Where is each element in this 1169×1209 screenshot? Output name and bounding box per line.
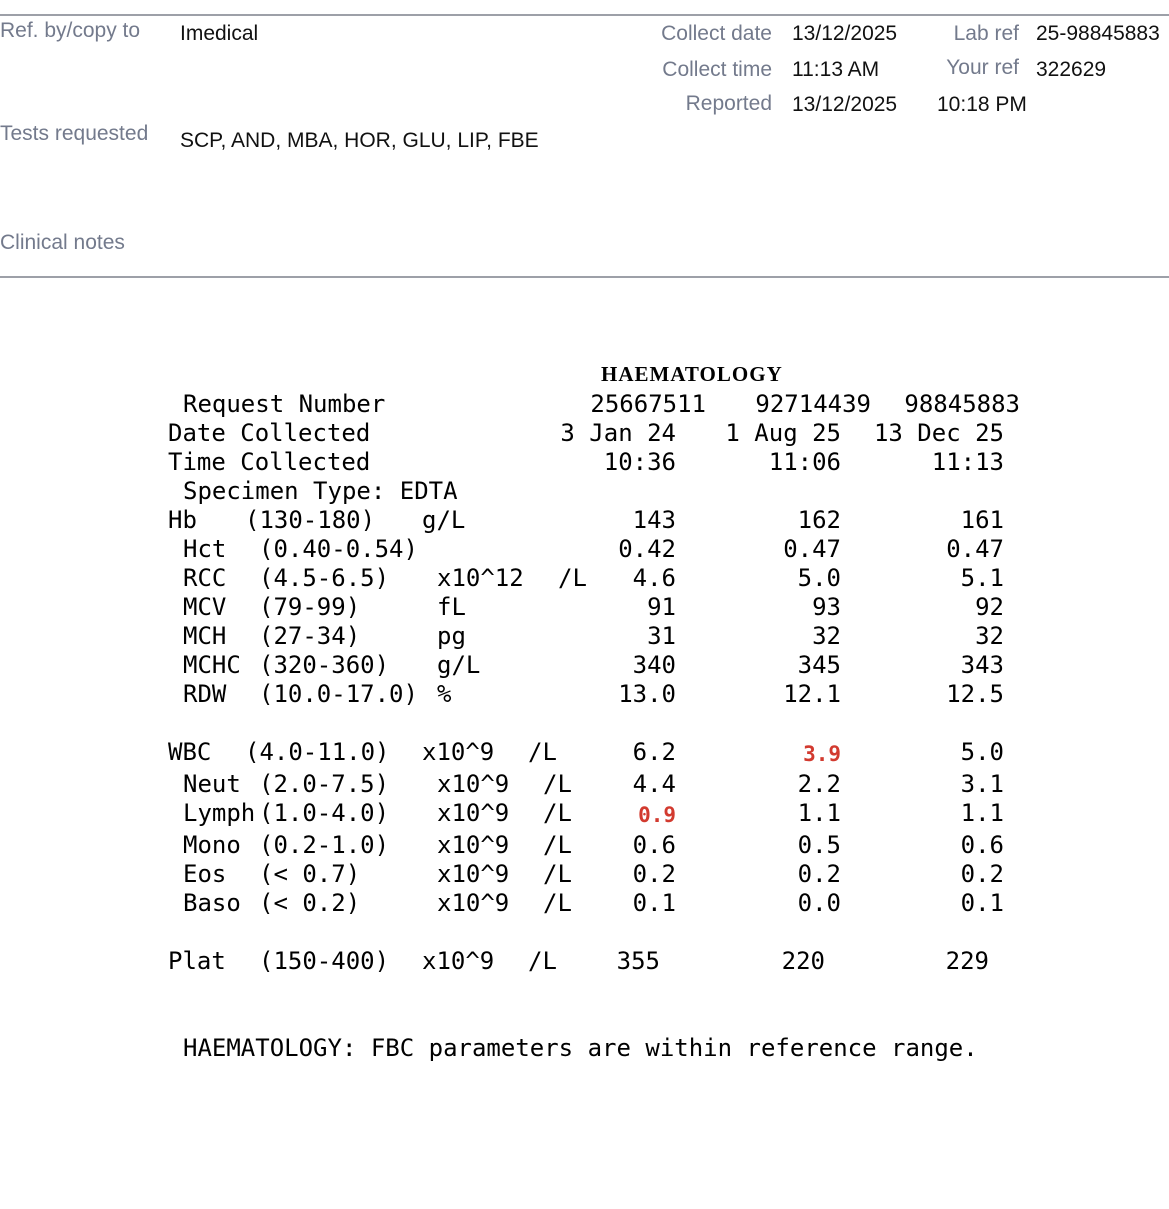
result-mcv-1: 91 (647, 593, 676, 621)
report-comment: HAEMATOLOGY: FBC parameters are within reference range. (183, 1034, 978, 1062)
test-name-plat: Plat (168, 947, 226, 975)
result-wbc-3: 5.0 (960, 738, 1004, 766)
unit-per-plat: /L (528, 947, 557, 975)
ref-label: Ref. by/copy to (0, 19, 141, 42)
result-eos-1: 0.2 (632, 860, 676, 888)
test-name-mch: MCH (183, 622, 227, 650)
result-hct-1: 0.42 (618, 535, 676, 563)
unit-eos: x10^9 (437, 860, 510, 888)
date-collected-label: Date Collected (168, 419, 371, 447)
unit-per-lymph: /L (543, 799, 572, 827)
result-plat-2: 220 (781, 947, 825, 975)
reference-range-mch: (27-34) (259, 622, 361, 650)
result-baso-3: 0.1 (960, 889, 1004, 917)
test-name-mcv: MCV (183, 593, 227, 621)
unit-per-rcc: /L (558, 564, 587, 592)
clinical-notes-label: Clinical notes (0, 231, 125, 254)
result-mono-1: 0.6 (632, 831, 676, 859)
result-baso-2: 0.0 (797, 889, 841, 917)
result-baso-1: 0.1 (632, 889, 676, 917)
unit-mcv: fL (437, 593, 466, 621)
reference-range-wbc: (4.0-11.0) (245, 738, 390, 766)
unit-per-mono: /L (543, 831, 572, 859)
time-collected-2: 11:06 (768, 448, 841, 476)
ref-value: Imedical (180, 22, 259, 45)
result-rcc-1: 4.6 (632, 564, 676, 592)
unit-per-wbc: /L (528, 738, 557, 766)
date-collected-2: 1 Aug 25 (725, 419, 841, 447)
request-number-label: Request Number (183, 390, 386, 418)
unit-rcc: x10^12 (437, 564, 524, 592)
result-mono-2: 0.5 (797, 831, 841, 859)
reference-range-eos: (< 0.7) (259, 860, 361, 888)
result-rdw-2: 12.1 (783, 680, 841, 708)
result-neut-2: 2.2 (797, 770, 841, 798)
result-plat-3: 229 (945, 947, 989, 975)
specimen-type: Specimen Type: EDTA (183, 477, 458, 505)
reference-range-neut: (2.0-7.5) (259, 770, 390, 798)
tests-label: Tests requested (0, 122, 149, 145)
result-hb-3: 161 (960, 506, 1004, 534)
unit-per-eos: /L (543, 860, 572, 888)
reference-range-hct: (0.40-0.54) (259, 535, 418, 563)
date-collected-1: 3 Jan 24 (560, 419, 676, 447)
result-mch-2: 32 (812, 622, 841, 650)
your-ref-value: 322629 (1036, 58, 1107, 81)
request-number-3: 98845883 (904, 390, 1020, 418)
unit-mchc: g/L (437, 651, 481, 679)
reference-range-rdw: (10.0-17.0) (259, 680, 418, 708)
date-collected-3: 13 Dec 25 (873, 419, 1004, 447)
test-name-mchc: MCHC (183, 651, 241, 679)
test-name-baso: Baso (183, 889, 241, 917)
result-rcc-2: 5.0 (797, 564, 841, 592)
result-mcv-2: 93 (812, 593, 841, 621)
test-name-mono: Mono (183, 831, 241, 859)
result-wbc-2: 3.9 (803, 742, 841, 766)
test-name-eos: Eos (183, 860, 227, 888)
result-mono-3: 0.6 (960, 831, 1004, 859)
reference-range-mcv: (79-99) (259, 593, 361, 621)
result-rdw-3: 12.5 (946, 680, 1004, 708)
test-name-neut: Neut (183, 770, 241, 798)
unit-per-neut: /L (543, 770, 572, 798)
reference-range-mono: (0.2-1.0) (259, 831, 390, 859)
top-rule (0, 14, 1169, 16)
result-rcc-3: 5.1 (960, 564, 1004, 592)
reported-date: 13/12/2025 (792, 93, 898, 116)
reference-range-lymph: (1.0-4.0) (259, 799, 390, 827)
result-neut-3: 3.1 (960, 770, 1004, 798)
collect-time-label: Collect time (662, 58, 772, 81)
lab-ref-value: 25-98845883 (1036, 22, 1160, 45)
collect-time-value: 11:13 AM (792, 58, 880, 81)
time-collected-1: 10:36 (603, 448, 676, 476)
result-lymph-3: 1.1 (960, 799, 1004, 827)
reported-time: 10:18 PM (937, 93, 1027, 116)
unit-wbc: x10^9 (422, 738, 495, 766)
collect-date-label: Collect date (661, 22, 772, 45)
result-mchc-3: 343 (960, 651, 1004, 679)
unit-plat: x10^9 (422, 947, 495, 975)
section-title: HAEMATOLOGY (601, 362, 783, 386)
reference-range-plat: (150-400) (259, 947, 390, 975)
lab-ref-label: Lab ref (953, 22, 1019, 45)
reference-range-mchc: (320-360) (259, 651, 390, 679)
result-eos-2: 0.2 (797, 860, 841, 888)
result-neut-1: 4.4 (632, 770, 676, 798)
unit-neut: x10^9 (437, 770, 510, 798)
unit-per-baso: /L (543, 889, 572, 917)
result-lymph-1: 0.9 (638, 803, 676, 827)
collect-date-value: 13/12/2025 (792, 22, 898, 45)
result-hb-1: 143 (632, 506, 676, 534)
result-mch-1: 31 (647, 622, 676, 650)
test-name-lymph: Lymph (183, 799, 256, 827)
reference-range-hb: (130-180) (245, 506, 376, 534)
request-number-2: 92714439 (755, 390, 871, 418)
result-hct-2: 0.47 (783, 535, 841, 563)
result-mchc-1: 340 (632, 651, 676, 679)
result-hb-2: 162 (797, 506, 841, 534)
result-mcv-3: 92 (975, 593, 1004, 621)
result-plat-1: 355 (616, 947, 660, 975)
header-bottom-rule (0, 276, 1169, 278)
result-mchc-2: 345 (797, 651, 841, 679)
reference-range-rcc: (4.5-6.5) (259, 564, 390, 592)
time-collected-label: Time Collected (168, 448, 371, 476)
result-hct-3: 0.47 (946, 535, 1004, 563)
unit-mono: x10^9 (437, 831, 510, 859)
unit-mch: pg (437, 622, 466, 650)
result-eos-3: 0.2 (960, 860, 1004, 888)
unit-baso: x10^9 (437, 889, 510, 917)
test-name-rcc: RCC (183, 564, 227, 592)
result-wbc-1: 6.2 (632, 738, 676, 766)
test-name-hct: Hct (183, 535, 227, 563)
result-mch-3: 32 (975, 622, 1004, 650)
your-ref-label: Your ref (946, 56, 1019, 79)
time-collected-3: 11:13 (931, 448, 1004, 476)
tests-value: SCP, AND, MBA, HOR, GLU, LIP, FBE (180, 129, 539, 152)
unit-lymph: x10^9 (437, 799, 510, 827)
unit-hb: g/L (422, 506, 466, 534)
test-name-hb: Hb (168, 506, 197, 534)
request-number-1: 25667511 (590, 390, 706, 418)
reference-range-baso: (< 0.2) (259, 889, 361, 917)
test-name-wbc: WBC (168, 738, 212, 766)
result-lymph-2: 1.1 (797, 799, 841, 827)
result-rdw-1: 13.0 (618, 680, 676, 708)
test-name-rdw: RDW (183, 680, 227, 708)
reported-label: Reported (685, 92, 772, 115)
unit-rdw: % (437, 680, 452, 708)
